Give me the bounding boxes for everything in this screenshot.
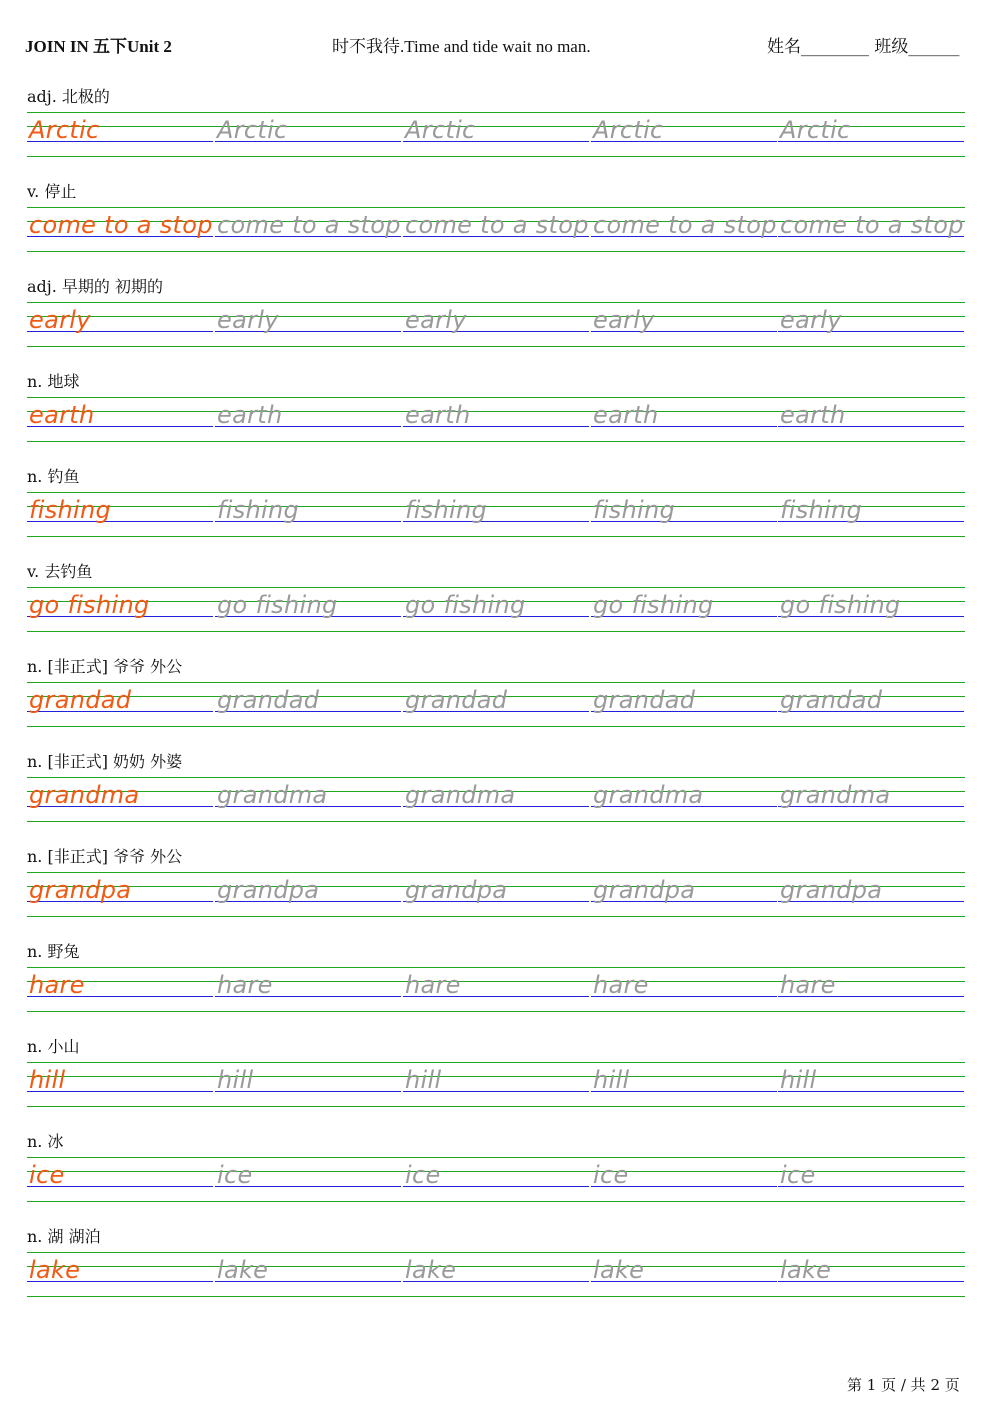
trace-word: early (780, 306, 842, 334)
word-meaning: n. 湖 湖泊 (27, 1227, 101, 1246)
trace-word: hill (780, 1066, 817, 1094)
trace-word: grandma (780, 781, 891, 809)
trace-word: early (405, 306, 467, 334)
guide-line (27, 441, 965, 442)
trace-word: come to a stop (405, 211, 589, 239)
guide-line (27, 302, 965, 303)
guide-line (27, 1296, 965, 1297)
vocab-entry (0, 80, 992, 175)
word-meaning: n. [非正式] 爷爷 外公 (27, 847, 183, 866)
trace-word: ice (217, 1161, 253, 1189)
vocab-entry (0, 555, 992, 650)
trace-word: ice (405, 1161, 441, 1189)
guide-line (27, 726, 965, 727)
trace-word: early (217, 306, 279, 334)
guide-line (27, 346, 965, 347)
trace-word: grandma (217, 781, 328, 809)
trace-word: ice (780, 1161, 816, 1189)
trace-word: Arctic (217, 116, 288, 144)
worksheet-title: JOIN IN 五下Unit 2 (25, 37, 172, 56)
guide-line (27, 821, 965, 822)
trace-word: grandad (217, 686, 320, 714)
example-word: Arctic (29, 116, 100, 144)
trace-word: grandad (593, 686, 696, 714)
vocab-entry (0, 650, 992, 745)
trace-word: early (593, 306, 655, 334)
vocab-entry (0, 460, 992, 555)
trace-word: come to a stop (780, 211, 964, 239)
example-word: hare (29, 971, 85, 999)
trace-word: go fishing (405, 591, 526, 619)
guide-line (27, 631, 965, 632)
trace-word: go fishing (217, 591, 338, 619)
trace-word: grandad (780, 686, 883, 714)
trace-word: grandpa (217, 876, 320, 904)
word-meaning: n. 小山 (27, 1037, 80, 1056)
example-word: hill (29, 1066, 66, 1094)
trace-word: Arctic (405, 116, 476, 144)
guide-line (27, 1106, 965, 1107)
guide-line (27, 1076, 965, 1077)
guide-line (27, 1171, 965, 1172)
trace-word: go fishing (593, 591, 714, 619)
page-number: 第 1 页 / 共 2 页 (847, 1376, 960, 1394)
word-meaning: n. 冰 (27, 1132, 64, 1151)
trace-word: hare (593, 971, 649, 999)
vocab-entry (0, 1125, 992, 1220)
example-word: ice (29, 1161, 65, 1189)
trace-word: grandpa (593, 876, 696, 904)
trace-word: earth (593, 401, 659, 429)
word-meaning: adj. 北极的 (27, 87, 110, 106)
vocab-entry (0, 935, 992, 1030)
word-meaning: v. 停止 (27, 182, 77, 201)
word-meaning: n. 地球 (27, 372, 80, 391)
guide-line (27, 682, 965, 683)
guide-line (27, 1062, 965, 1063)
guide-line (27, 251, 965, 252)
trace-word: grandma (593, 781, 704, 809)
guide-line (27, 1011, 965, 1012)
trace-word: fishing (780, 496, 863, 524)
trace-word: lake (405, 1256, 457, 1284)
guide-line (27, 916, 965, 917)
vocab-entry (0, 270, 992, 365)
trace-word: earth (405, 401, 471, 429)
trace-word: hill (593, 1066, 630, 1094)
trace-word: ice (593, 1161, 629, 1189)
trace-word: Arctic (593, 116, 664, 144)
vocab-entry (0, 365, 992, 460)
word-meaning: n. 钓鱼 (27, 467, 80, 486)
vocab-entry (0, 1030, 992, 1125)
trace-word: hill (217, 1066, 254, 1094)
guide-line (27, 587, 965, 588)
trace-word: grandpa (405, 876, 508, 904)
word-meaning: adj. 早期的 初期的 (27, 277, 164, 296)
example-word: earth (29, 401, 95, 429)
trace-word: earth (780, 401, 846, 429)
vocab-entry (0, 175, 992, 270)
trace-word: come to a stop (217, 211, 401, 239)
trace-word: hare (405, 971, 461, 999)
guide-line (27, 872, 965, 873)
example-word: come to a stop (29, 211, 213, 239)
guide-line (27, 156, 965, 157)
guide-line (27, 1201, 965, 1202)
trace-word: earth (217, 401, 283, 429)
trace-word: hill (405, 1066, 442, 1094)
trace-word: grandpa (780, 876, 883, 904)
trace-word: fishing (405, 496, 488, 524)
guide-line (27, 397, 965, 398)
trace-word: fishing (217, 496, 300, 524)
trace-word: grandma (405, 781, 516, 809)
example-word: grandma (29, 781, 140, 809)
guide-line (27, 1157, 965, 1158)
trace-word: go fishing (780, 591, 901, 619)
name-class-field: 姓名________ 班级______ (767, 37, 960, 57)
trace-word: Arctic (780, 116, 851, 144)
vocab-entry (0, 840, 992, 935)
guide-line (27, 1252, 965, 1253)
guide-line (27, 536, 965, 537)
trace-word: grandad (405, 686, 508, 714)
guide-line (27, 777, 965, 778)
trace-word: fishing (593, 496, 676, 524)
example-word: grandpa (29, 876, 132, 904)
example-word: early (29, 306, 91, 334)
word-meaning: n. 野兔 (27, 942, 80, 961)
example-word: go fishing (29, 591, 150, 619)
word-meaning: n. [非正式] 奶奶 外婆 (27, 752, 183, 771)
trace-word: hare (217, 971, 273, 999)
motto: 时不我待.Time and tide wait no man. (332, 37, 591, 56)
trace-word: lake (780, 1256, 832, 1284)
trace-word: hare (780, 971, 836, 999)
example-word: fishing (29, 496, 112, 524)
example-word: lake (29, 1256, 81, 1284)
word-meaning: n. [非正式] 爷爷 外公 (27, 657, 183, 676)
page-header (25, 32, 965, 56)
trace-word: come to a stop (593, 211, 777, 239)
guide-line (27, 112, 965, 113)
vocab-entry (0, 745, 992, 840)
guide-line (27, 492, 965, 493)
guide-line (27, 207, 965, 208)
example-word: grandad (29, 686, 132, 714)
vocab-entry (0, 1220, 992, 1315)
word-meaning: v. 去钓鱼 (27, 562, 93, 581)
trace-word: lake (217, 1256, 269, 1284)
trace-word: lake (593, 1256, 645, 1284)
guide-line (27, 967, 965, 968)
